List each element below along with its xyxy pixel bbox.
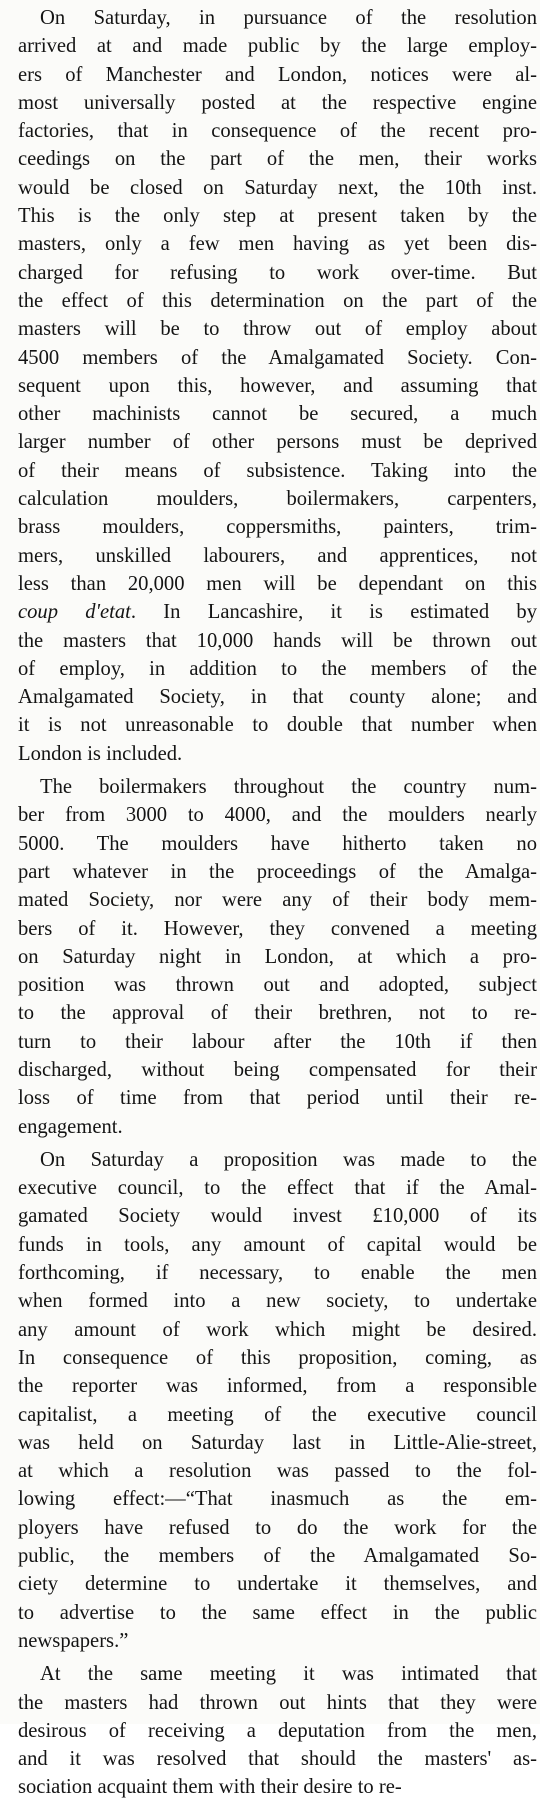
- text-line: On Saturday, in pursuance of the resolution: [40, 7, 537, 29]
- text-line: discharged, without being compensated for their: [18, 1058, 537, 1081]
- text-line: This is the only step at present taken by the: [18, 205, 537, 228]
- text-line: the masters that 10,000 hands will be thrown out: [18, 629, 537, 652]
- text-line: and it was resolved that should the masters' as-: [18, 1748, 537, 1771]
- article-column: [18, 4, 537, 1802]
- text-line: calculation moulders, boilermakers, carpenters,: [18, 488, 537, 511]
- article-paragraph: [18, 1146, 537, 1655]
- text-line: newspapers.”: [18, 1629, 129, 1652]
- text-line: on Saturday night in London, at which a pro-: [18, 945, 537, 968]
- text-line: sociation acquaint them with their desire to re-: [18, 1776, 402, 1799]
- text-line: most universally posted at the respective engine: [18, 91, 537, 114]
- text-line: coup d'etat. In Lancashire, it is estimated by: [18, 601, 537, 624]
- text-line: ployers have refused to do the work for the: [18, 1516, 537, 1539]
- text-line: any amount of work which might be desired.: [18, 1318, 537, 1341]
- text-line: ceedings on the part of the men, their works: [18, 148, 537, 171]
- text-line: 5000. The moulders have hitherto taken no: [18, 832, 537, 855]
- text-line: executive council, to the effect that if the Amal-: [18, 1177, 537, 1200]
- text-line: mated Society, nor were any of their body mem-: [18, 889, 537, 912]
- text-line: In consequence of this proposition, coming, as: [18, 1346, 537, 1369]
- text-line: On Saturday a proposition was made to the: [40, 1148, 537, 1171]
- text-line: was held on Saturday last in Little-Alie-street,: [18, 1431, 537, 1454]
- text-line: the reporter was informed, from a responsible: [18, 1375, 537, 1398]
- text-line: turn to their labour after the 10th if then: [18, 1030, 537, 1053]
- text-line: brass moulders, coppersmiths, painters, trim-: [18, 516, 537, 539]
- text-line: larger number of other persons must be deprived: [18, 431, 537, 454]
- text-line: masters will be to throw out of employ about: [18, 318, 537, 341]
- text-line: part whatever in the proceedings of the Amalga-: [18, 860, 537, 883]
- text-line: of their means of subsistence. Taking into the: [18, 459, 537, 482]
- text-line: forthcoming, if necessary, to enable the men: [18, 1262, 537, 1285]
- text-line: engagement.: [18, 1115, 123, 1138]
- text-line: less than 20,000 men will be dependant on this: [18, 572, 537, 595]
- text-line: ciety determine to undertake it themselves, and: [18, 1573, 537, 1596]
- text-line: when formed into a new society, to undertake: [18, 1290, 537, 1313]
- article-paragraph: [18, 773, 537, 1141]
- text-line: desirous of receiving a deputation from the men,: [18, 1719, 537, 1742]
- text-line: ers of Manchester and London, notices were al-: [18, 63, 537, 86]
- text-line: factories, that in consequence of the recent pro-: [18, 120, 537, 143]
- text-line: charged for refusing to work over-time. But: [18, 261, 537, 284]
- text-line: lowing effect:—“That inasmuch as the em-: [18, 1488, 537, 1511]
- text-line: to advertise to the same effect in the public: [18, 1601, 537, 1624]
- text-line: it is not unreasonable to double that number when: [18, 714, 537, 737]
- text-line: capitalist, a meeting of the executive council: [18, 1403, 537, 1426]
- text-line: sequent upon this, however, and assuming that: [18, 374, 537, 397]
- text-line: bers of it. However, they convened a meeting: [18, 917, 537, 940]
- text-line: public, the members of the Amalgamated So-: [18, 1545, 537, 1568]
- article-paragraph: [18, 4, 537, 768]
- text-line: masters, only a few men having as yet been dis-: [18, 233, 537, 256]
- text-line: gamated Society would invest £10,000 of its: [18, 1205, 537, 1228]
- text-line: London is included.: [18, 742, 183, 765]
- text-line: at which a resolution was passed to the fol-: [18, 1460, 537, 1483]
- text-line: ber from 3000 to 4000, and the moulders nearly: [18, 804, 537, 827]
- text-line: The boilermakers throughout the country num-: [40, 776, 537, 799]
- text-line: position was thrown out and adopted, subject: [18, 974, 537, 997]
- text-line: other machinists cannot be secured, a much: [18, 403, 537, 426]
- text-line: arrived at and made public by the large employ-: [18, 35, 537, 58]
- text-line: Amalgamated Society, in that county alone; and: [18, 686, 537, 709]
- text-line: the effect of this determination on the part of the: [18, 289, 537, 312]
- text-line: loss of time from that period until their re-: [18, 1087, 537, 1110]
- text-line: to the approval of their brethren, not to re-: [18, 1002, 537, 1025]
- article-paragraph: [18, 1660, 537, 1801]
- text-line: funds in tools, any amount of capital would be: [18, 1233, 537, 1256]
- text-line: mers, unskilled labourers, and apprentices, not: [18, 544, 537, 567]
- text-line: 4500 members of the Amalgamated Society. Con-: [18, 346, 537, 369]
- text-line: At the same meeting it was intimated that: [40, 1663, 537, 1686]
- italic-phrase: coup d'etat: [18, 601, 131, 624]
- text-line: of employ, in addition to the members of the: [18, 657, 537, 680]
- text-line: would be closed on Saturday next, the 10th inst.: [18, 176, 537, 199]
- text-line: the masters had thrown out hints that they were: [18, 1691, 537, 1714]
